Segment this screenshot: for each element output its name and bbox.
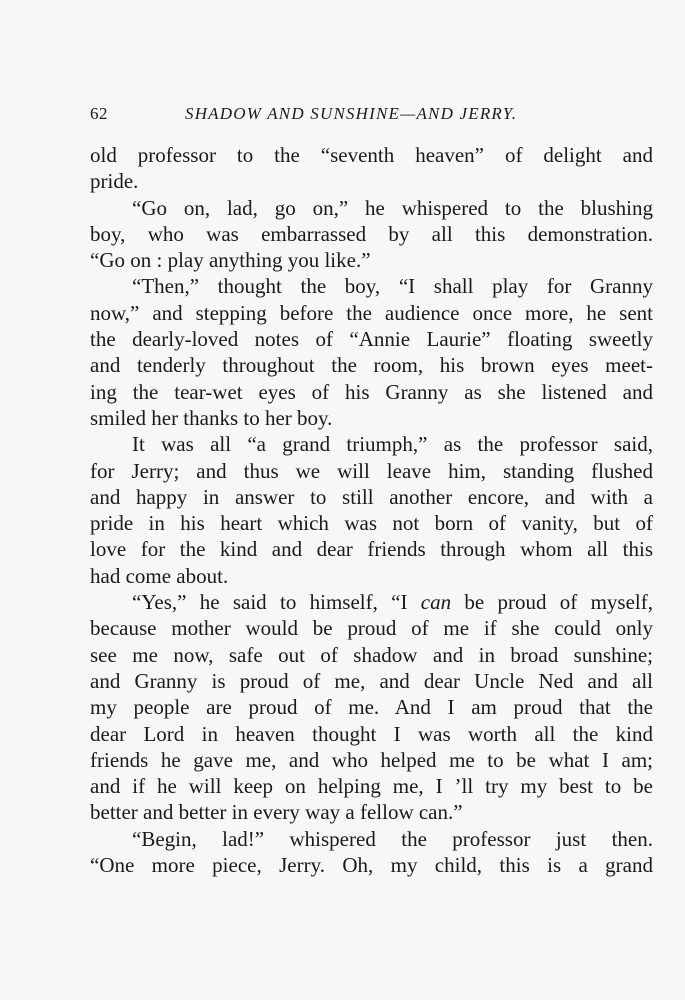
emphasized-word: can (420, 590, 452, 615)
text-line: pride in his heart which was not born of vanity, but of (90, 511, 653, 536)
body-text (90, 142, 653, 878)
text-line: because mother would be proud of me if she could only (90, 616, 653, 641)
text-line: the dearly-loved notes of “Annie Laurie” floating sweetly (90, 327, 653, 352)
text-line: now,” and stepping before the audience once more, he sent (90, 300, 653, 325)
text-line: and Granny is proud of me, and dear Uncle Ned and all (90, 668, 653, 693)
text-line: smiled her thanks to her boy. (90, 405, 333, 430)
text-line: better and better in every way a fellow can.” (90, 800, 463, 825)
text-line: see me now, safe out of shadow and in broad sunshine; (90, 642, 653, 667)
text-line: It was all “a grand triumph,” as the professor said, (132, 432, 653, 457)
text-line: old professor to the “seventh heaven” of delight and (90, 143, 653, 167)
text-line: ing the tear-wet eyes of his Granny as she listened and (90, 379, 653, 404)
text-line: and happy in answer to still another encore, and with a (90, 484, 653, 509)
text-line: “Then,” thought the boy, “I shall play for Granny (132, 274, 653, 299)
page-number: 62 (90, 104, 108, 123)
text-segment: be proud of myself, (451, 590, 653, 615)
text-line (90, 589, 653, 615)
text-line: friends he gave me, and who helped me to be what I am; (90, 747, 653, 772)
text-line: boy, who was embarrassed by all this demonstration. (90, 221, 653, 246)
text-line: “Go on : play anything you like.” (90, 248, 371, 273)
text-line: for Jerry; and thus we will leave him, standing flushed (90, 458, 653, 483)
text-line: my people are proud of me. And I am proud that the (90, 695, 653, 720)
text-line: “Begin, lad!” whispered the professor just then. (132, 826, 653, 851)
running-title: SHADOW AND SUNSHINE—AND JERRY. (185, 104, 518, 123)
text-segment: “Yes,” he said to himself, “I (132, 590, 421, 615)
text-line: pride. (90, 169, 139, 194)
text-line: and if he will keep on helping me, I ’ll try my best to be (90, 774, 653, 799)
page-header (90, 104, 655, 130)
text-line: and tenderly throughout the room, his brown eyes meet- (90, 353, 653, 378)
text-line: had come about. (90, 563, 229, 588)
text-line: dear Lord in heaven thought I was worth all the kind (90, 721, 653, 746)
text-line: “Go on, lad, go on,” he whispered to the blushing (132, 195, 653, 220)
text-line: love for the kind and dear friends through whom all this (90, 537, 653, 562)
text-line: “One more piece, Jerry. Oh, my child, this is a grand (90, 853, 653, 878)
